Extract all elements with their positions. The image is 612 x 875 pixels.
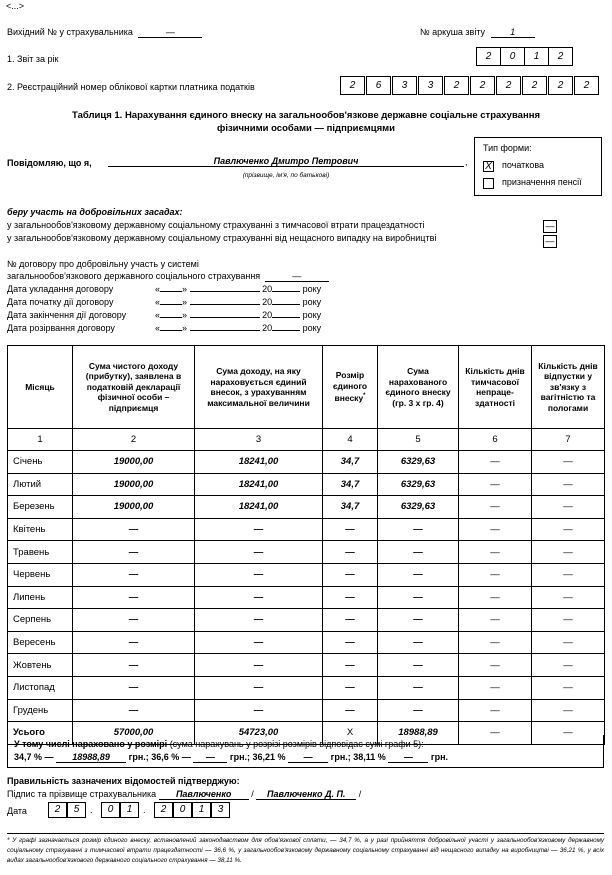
reg-digit[interactable]: 2 <box>340 76 365 95</box>
table-row <box>8 451 605 474</box>
top-marker: <...> <box>6 1 25 11</box>
table-row <box>8 541 605 564</box>
reg-digit[interactable]: 3 <box>418 76 443 95</box>
date-digit[interactable]: 2 <box>154 802 173 818</box>
total-label: Усього <box>8 722 73 745</box>
header-month: Місяць <box>8 346 73 429</box>
disability-days-cell: — <box>459 654 532 677</box>
year-digit[interactable]: 2 <box>476 47 501 66</box>
contribution-cell: — <box>378 563 459 586</box>
reg-label: 2. Реєстраційний номер облікової картки платника податків <box>7 82 255 92</box>
voluntary-heading: беру участь на добровільних засадах: <box>7 207 183 217</box>
month-cell: Листопад <box>8 676 73 699</box>
contribution-cell: 6329,63 <box>378 451 459 474</box>
net-income-cell: — <box>73 699 195 722</box>
reg-digit[interactable]: 2 <box>548 76 573 95</box>
disability-days-cell: — <box>459 518 532 541</box>
maternity-days-cell: — <box>532 586 605 609</box>
net-income-cell: — <box>73 586 195 609</box>
footnote-mark: * <box>363 393 366 400</box>
taxable-income-cell: 18241,00 <box>195 496 323 519</box>
sheet-label: № аркуша звіту <box>420 27 486 37</box>
contribution-cell: — <box>378 654 459 677</box>
table-row <box>8 473 605 496</box>
contract-date-field[interactable]: « » 20 року <box>155 310 322 320</box>
header-maternity-days: Кількість днів відпустки у зв'язку з вагітністю та пологами <box>532 346 605 429</box>
voluntary-line1: у загальнообов'язковому державному соціальному страхуванні з тимчасової втрати працездатності <box>7 220 425 230</box>
total-contribution: 18988,89 <box>378 722 459 745</box>
rate-36-21-value[interactable]: — <box>288 752 328 763</box>
notify-label: Повідомляю, що я, <box>7 158 92 168</box>
table-row <box>8 518 605 541</box>
full-name: Павлюченко Дмитро Петрович <box>213 156 359 166</box>
disability-days-cell: — <box>459 473 532 496</box>
contribution-cell: — <box>378 609 459 632</box>
reg-digit[interactable]: 2 <box>574 76 599 95</box>
rate-38-11-value[interactable]: — <box>388 752 428 763</box>
rate-cell: — <box>323 699 378 722</box>
contribution-cell: — <box>378 518 459 541</box>
contribution-cell: 6329,63 <box>378 496 459 519</box>
table-row <box>8 496 605 519</box>
maternity-days-cell: — <box>532 518 605 541</box>
header-contribution: Сума нарахованого єдиного внеску (гр. 3 х гр. 4) <box>378 346 459 429</box>
table-row <box>8 586 605 609</box>
header-net-income: Сума чистого доходу (прибутку), заявлена в податковій декларації фізичної особи – підприємця <box>73 346 195 429</box>
voluntary-checkbox-2[interactable]: — <box>543 235 557 248</box>
net-income-cell: 19000,00 <box>73 473 195 496</box>
table-row <box>8 699 605 722</box>
contract-date-label: Дата розірвання договору <box>7 323 115 333</box>
maternity-days-cell: — <box>532 699 605 722</box>
form-type-box <box>474 137 602 196</box>
maternity-days-cell: — <box>532 654 605 677</box>
col-number: 7 <box>532 429 605 451</box>
total-maternity-days: — <box>532 722 605 745</box>
contribution-cell: — <box>378 676 459 699</box>
contribution-cell: 6329,63 <box>378 473 459 496</box>
reg-digit[interactable]: 2 <box>470 76 495 95</box>
date-digit[interactable]: 0 <box>173 802 192 818</box>
contribution-cell: — <box>378 541 459 564</box>
month-cell: Липень <box>8 586 73 609</box>
taxable-income-cell: 18241,00 <box>195 473 323 496</box>
rate-cell: — <box>323 676 378 699</box>
total-net-income: 57000,00 <box>73 722 195 745</box>
disability-days-cell: — <box>459 609 532 632</box>
month-cell: Січень <box>8 451 73 474</box>
net-income-cell: 19000,00 <box>73 451 195 474</box>
disability-days-cell: — <box>459 496 532 519</box>
taxable-income-cell: — <box>195 563 323 586</box>
contribution-table <box>7 345 605 745</box>
col-number: 1 <box>8 429 73 451</box>
net-income-cell: — <box>73 676 195 699</box>
maternity-days-cell: — <box>532 496 605 519</box>
rate-cell: — <box>323 563 378 586</box>
form-type-pension-label: призначення пенсії <box>502 177 582 187</box>
name-hint: (прізвище, ім'я, по батькові) <box>242 172 330 179</box>
contract-line2: загальнообов'язкового державного соціального страхування — <box>7 271 329 282</box>
month-cell: Жовтень <box>8 654 73 677</box>
disability-days-cell: — <box>459 541 532 564</box>
net-income-cell: — <box>73 609 195 632</box>
contract-line1: № договору про добровільну участь у системі <box>7 259 199 269</box>
maternity-days-cell: — <box>532 631 605 654</box>
table-title-line1: Таблиця 1. Нарахування єдиного внеску на загальнообов'язкове державне соціальне страхування <box>72 110 540 121</box>
taxable-income-cell: — <box>195 699 323 722</box>
confirm-heading: Правильність зазначених відомостей підтверджую: <box>7 776 240 786</box>
col-number: 2 <box>73 429 195 451</box>
net-income-cell: — <box>73 563 195 586</box>
date-digit[interactable]: 3 <box>211 802 230 818</box>
net-income-cell: — <box>73 654 195 677</box>
voluntary-line2: у загальнообов'язковому державному соціальному страхуванні від нещасного випадку на виробництві <box>7 233 437 243</box>
taxable-income-cell: — <box>195 518 323 541</box>
contract-date-field[interactable]: « » 20 року <box>155 297 322 307</box>
disability-days-cell: — <box>459 563 532 586</box>
date-digit[interactable]: 5 <box>67 802 86 818</box>
taxable-income-cell: — <box>195 654 323 677</box>
col-number: 6 <box>459 429 532 451</box>
total-rate: Х <box>323 722 378 745</box>
footnote-divider <box>7 833 604 834</box>
disability-days-cell: — <box>459 586 532 609</box>
table-row <box>8 631 605 654</box>
date-digit[interactable]: 1 <box>192 802 211 818</box>
month-cell: Лютий <box>8 473 73 496</box>
outgoing-number <box>7 27 202 38</box>
maternity-days-cell: — <box>532 473 605 496</box>
contract-number-field[interactable]: — <box>265 271 329 282</box>
col-number: 5 <box>378 429 459 451</box>
col-number: 4 <box>323 429 378 451</box>
reg-digit[interactable]: 2 <box>496 76 521 95</box>
disability-days-cell: — <box>459 699 532 722</box>
month-cell: Вересень <box>8 631 73 654</box>
col-number: 3 <box>195 429 323 451</box>
rate-cell: — <box>323 654 378 677</box>
form-type-label: Тип форми: <box>483 143 532 153</box>
contribution-cell: — <box>378 699 459 722</box>
taxable-income-cell: — <box>195 541 323 564</box>
net-income-cell: — <box>73 518 195 541</box>
rate-cell: 34,7 <box>323 473 378 496</box>
rate-cell: 34,7 <box>323 451 378 474</box>
total-disability-days: — <box>459 722 532 745</box>
outgoing-label: Вихідний № у страхувальника <box>7 27 133 37</box>
sheet-value[interactable]: 1 <box>491 27 535 38</box>
month-cell: Березень <box>8 496 73 519</box>
rate-cell: — <box>323 541 378 564</box>
rate-cell: — <box>323 609 378 632</box>
rate-cell: — <box>323 631 378 654</box>
contribution-cell: — <box>378 586 459 609</box>
rate-34-value[interactable]: 18988,89 <box>56 752 126 763</box>
rate-cell: — <box>323 518 378 541</box>
total-taxable-income: 54723,00 <box>195 722 323 745</box>
contract-date-field[interactable]: « » 20 року <box>155 284 322 294</box>
reg-digit[interactable]: 6 <box>366 76 391 95</box>
table-row <box>8 654 605 677</box>
month-cell: Квітень <box>8 518 73 541</box>
month-cell: Травень <box>8 541 73 564</box>
form-type-initial-label: початкова <box>502 160 545 170</box>
rate-summary-box <box>7 735 604 768</box>
signature-field[interactable]: Павлюченко <box>159 789 249 800</box>
outgoing-value[interactable]: — <box>138 27 202 38</box>
year-digit[interactable]: 2 <box>548 47 573 66</box>
maternity-days-cell: — <box>532 676 605 699</box>
disability-days-cell: — <box>459 676 532 699</box>
reg-digit[interactable]: 2 <box>444 76 469 95</box>
taxable-income-cell: — <box>195 676 323 699</box>
disability-days-cell: — <box>459 631 532 654</box>
year-digit[interactable]: 0 <box>500 47 525 66</box>
form-type-initial-checkbox[interactable]: X <box>483 161 494 172</box>
header-taxable-income: Сума доходу, на яку нараховується єдиний внесок, з урахуванням максимальної величини <box>195 346 323 429</box>
maternity-days-cell: — <box>532 609 605 632</box>
rate-36-6-value[interactable]: — <box>193 752 227 763</box>
full-name-field[interactable] <box>108 156 464 167</box>
net-income-cell: 19000,00 <box>73 496 195 519</box>
reg-digit[interactable]: 3 <box>392 76 417 95</box>
month-cell: Серпень <box>8 609 73 632</box>
contract-date-field[interactable]: « » 20 року <box>155 323 322 333</box>
rate-summary-heading: У тому числі нараховано у розмірі (сума нарахувань у розрізі розмірів відповідає сумі графи 5): <box>14 739 424 749</box>
taxable-income-cell: — <box>195 609 323 632</box>
year-digit[interactable]: 1 <box>524 47 549 66</box>
table-row <box>8 676 605 699</box>
surname-field[interactable]: Павлюченко Д. П. <box>256 789 356 800</box>
date-digit[interactable]: 1 <box>120 802 139 818</box>
reg-digit[interactable]: 2 <box>522 76 547 95</box>
contribution-cell: — <box>378 631 459 654</box>
rate-cell: — <box>323 586 378 609</box>
contract-date-label: Дата початку дії договору <box>7 297 114 307</box>
signature-line: Підпис та прізвище страхувальника Павлюченко / Павлюченко Д. П. / <box>7 789 362 799</box>
maternity-days-cell: — <box>532 451 605 474</box>
taxable-income-cell: — <box>195 631 323 654</box>
header-disability-days: Кількість днів тимчасової непраце-здатності <box>459 346 532 429</box>
date-label: Дата <box>7 806 27 816</box>
rate-cell: 34,7 <box>323 496 378 519</box>
year-label: 1. Звіт за рік <box>7 54 59 64</box>
rate-summary-values: 34,7 % — 18988,89 грн.; 36,6 % — — грн.; 36,21 % — грн.; 38,11 % — грн. <box>14 752 449 762</box>
date-digit[interactable]: 0 <box>101 802 120 818</box>
footnote-text: * У графі зазначається розмір єдиного внеску, встановлений законодавством для обов'язкової сплати, — 34,7 %, а у разі прийняття добровільної участі у загальнообов'язковому державному соціальному страхуванні з тимчасової втрати працездатності — 36,6 %, у загальнообов'язковому державному соціальному страхуванні від нещасного випадку на виробництві — 36,21 %, у всіх видах загальнообов'язкового державного соціального страхування — 38,11 %. <box>7 837 604 864</box>
voluntary-checkbox-1[interactable]: — <box>543 220 557 233</box>
table-row <box>8 609 605 632</box>
table-title-line2: фізичними особами — підприємцями <box>217 123 395 134</box>
header-rate: Розмір єдиного внеску* <box>323 346 378 429</box>
taxable-income-cell: — <box>195 586 323 609</box>
contract-date-label: Дата укладання договору <box>7 284 114 294</box>
month-cell: Грудень <box>8 699 73 722</box>
maternity-days-cell: — <box>532 563 605 586</box>
form-type-pension-checkbox[interactable] <box>483 178 494 189</box>
month-cell: Червень <box>8 563 73 586</box>
sheet-number <box>420 27 535 38</box>
net-income-cell: — <box>73 631 195 654</box>
date-digit[interactable]: 2 <box>48 802 67 818</box>
contract-date-label: Дата закінчення дії договору <box>7 310 127 320</box>
taxable-income-cell: 18241,00 <box>195 451 323 474</box>
table-row <box>8 563 605 586</box>
disability-days-cell: — <box>459 451 532 474</box>
maternity-days-cell: — <box>532 541 605 564</box>
net-income-cell: — <box>73 541 195 564</box>
